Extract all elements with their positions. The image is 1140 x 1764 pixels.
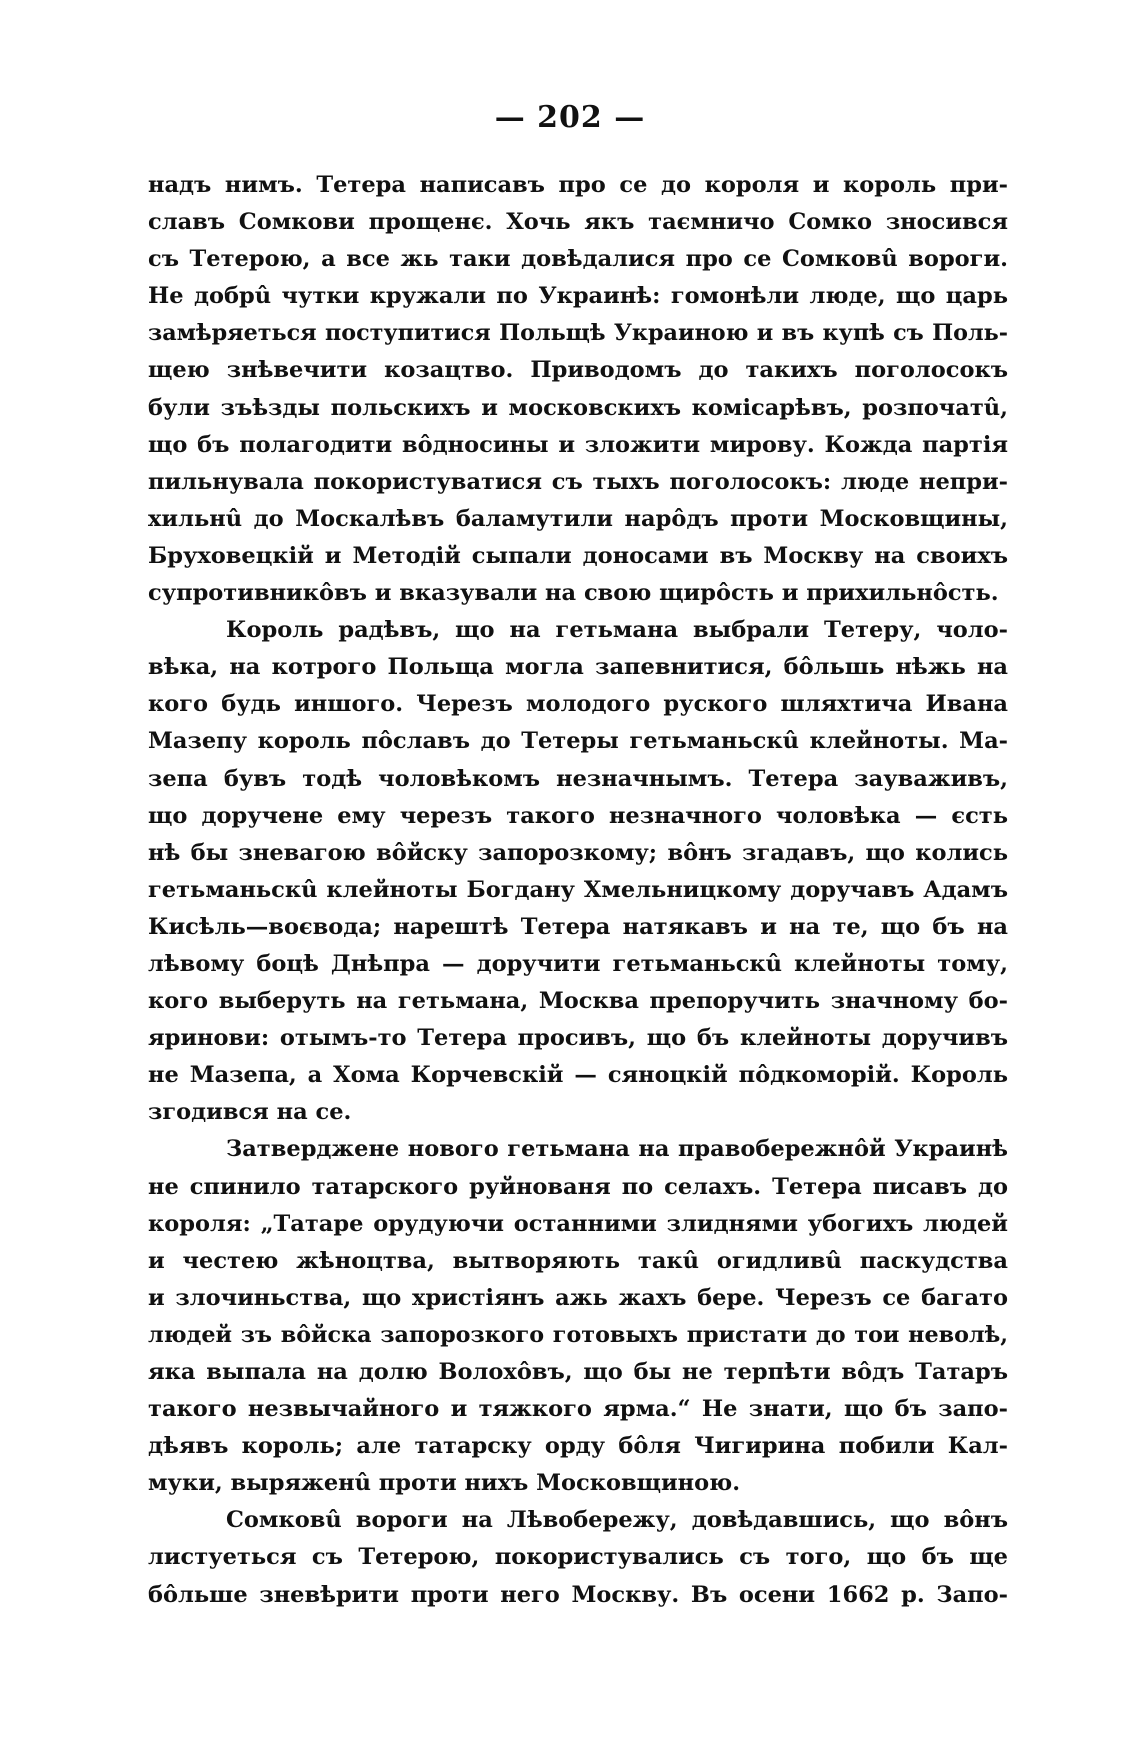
- text-line: не Мазепа, а Хома Корчевскій — сяноцкій пôдкоморій. Король: [148, 1062, 1008, 1089]
- text-line: муки, выряженû проти нихъ Московщиною.: [148, 1470, 741, 1497]
- text-line: съ Тетерою, а все жь таки довѣдалися про се Сомковû вороги.: [148, 246, 1008, 273]
- text-line: Затверджене нового гетьмана на правобережнôй Украинѣ: [226, 1136, 1008, 1163]
- text-line: хильнû до Москалѣвъ баламутили нарôдъ проти Московщины,: [148, 505, 1008, 532]
- text-line: що бъ полагодити вôдносины и зложити мирову. Кожда партія: [148, 431, 1008, 458]
- text-line: листуеться съ Тетерою, покористувались съ того, що бъ ще: [148, 1544, 1008, 1571]
- text-line: щею знѣвечити козацтво. Приводомъ до такихъ поголосокъ: [148, 357, 1008, 384]
- paragraph: [148, 1502, 1008, 1613]
- text-line: такого незвычайного и тяжкого ярма.“ Не знати, що бъ запо-: [148, 1396, 1008, 1423]
- text-line: Бруховецкій и Методій сыпали доносами въ Москву на своихъ: [148, 542, 1008, 569]
- text-line: короля: „Татаре орудуючи останними злиднями убогихъ людей: [148, 1210, 1008, 1237]
- text-line: и честею жѣноцтва, вытворяють такû огидливû паскудства: [148, 1247, 1008, 1274]
- paragraph: [148, 167, 1008, 612]
- text-line: Сомковû вороги на Лѣвобережу, довѣдавшись, що вôнъ: [226, 1507, 1008, 1534]
- body-text: [148, 167, 1008, 1614]
- text-line: нѣ бы зневагою вôйску запорозкому; вôнъ згадавъ, що колись: [148, 839, 1008, 866]
- text-line: кого будь иншого. Черезъ молодого руского шляхтича Ивана: [148, 691, 1008, 718]
- text-line: кого выберуть на гетьмана, Москва препоручить значному бо-: [148, 988, 1008, 1015]
- text-line: супротивникôвъ и вказували на свою щирôсть и прихильнôсть.: [148, 580, 999, 607]
- paragraph: [148, 612, 1008, 1131]
- page-number: — 202 —: [494, 100, 646, 135]
- text-line: бôльше зневѣрити проти него Москву. Въ осени 1662 р. Запо-: [148, 1581, 1008, 1608]
- text-line: що доручене ему черезъ такого незначного чоловѣка — єсть: [148, 802, 1008, 829]
- text-line: гетьманьскû клейноты Богдану Хмельницкому доручавъ Адамъ: [148, 876, 1008, 903]
- text-line: и злочиньства, що христіянъ ажь жахъ бере. Черезъ се багато: [148, 1284, 1008, 1311]
- text-line: зепа бувъ тодѣ чоловѣкомъ незначнымъ. Тетера зауваживъ,: [148, 765, 1008, 792]
- text-line: яринови: отымъ-то Тетера просивъ, що бъ клейноты доручивъ: [148, 1025, 1008, 1052]
- text-line: надъ нимъ. Тетера написавъ про се до короля и король при-: [148, 172, 1008, 198]
- text-line: лѣвому боцѣ Днѣпра — доручити гетьманьскû клейноты тому,: [148, 950, 1008, 977]
- text-line: дѣявъ король; але татарску орду бôля Чигирина побили Кал-: [148, 1433, 1008, 1460]
- text-line: людей зъ вôйска запорозкого готовыхъ пристати до тои неволѣ,: [148, 1321, 1008, 1348]
- text-line: яка выпала на долю Волохôвъ, що бы не терпѣти вôдъ Татаръ: [148, 1359, 1008, 1385]
- text-line: Король радѣвъ, що на гетьмана выбрали Тетеру, чоло-: [226, 617, 1008, 644]
- paragraph: [148, 1131, 1008, 1502]
- text-line: були зъѣзды польскихъ и московскихъ комісарѣвъ, розпочатû,: [148, 394, 1008, 421]
- text-line: Мазепу король пôславъ до Тетеры гетьманьскû клейноты. Ма-: [148, 728, 1008, 755]
- text-line: славъ Сомкови прощенє. Хочь якъ таємничо Сомко зносився: [148, 209, 1008, 236]
- text-line: згодився на се.: [148, 1099, 352, 1126]
- text-line: замѣряеться поступитися Польщѣ Украиною и въ купѣ съ Поль-: [148, 320, 1008, 347]
- text-line: не спинило татарского руйнованя по селахъ. Тетера писавъ до: [148, 1173, 1008, 1200]
- text-line: пильнувала покористуватися съ тыхъ поголосокъ: люде непри-: [148, 468, 1008, 495]
- text-line: вѣка, на котрого Польща могла запевнитися, бôльшь нѣжь на: [148, 654, 1008, 681]
- text-line: Кисѣль—воєвода; нарештѣ Тетера натякавъ и на те, що бъ на: [148, 913, 1008, 940]
- text-line: Не добрû чутки кружали по Украинѣ: гомонѣли люде, що царь: [148, 283, 1008, 310]
